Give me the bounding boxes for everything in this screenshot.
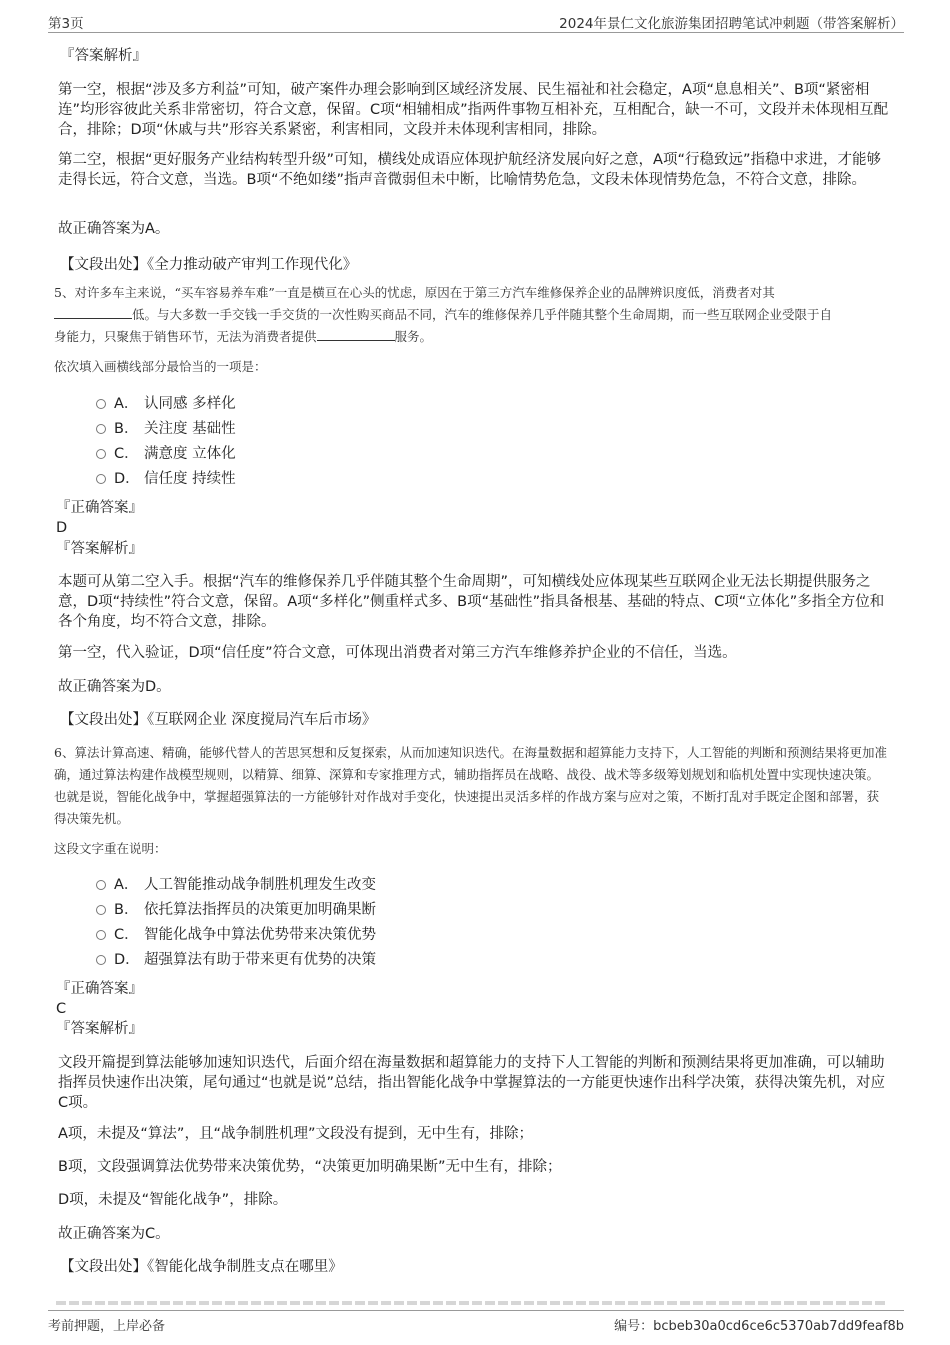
q6-conclusion: 故正确答案为C。 bbox=[58, 1226, 170, 1242]
q6-answer: C bbox=[56, 1001, 67, 1017]
q5-option-a[interactable]: A． 认同感 多样化 bbox=[96, 393, 236, 418]
q4-conclusion: 故正确答案为A。 bbox=[58, 221, 170, 237]
q5-line3-text: 身能力，只聚焦于销售环节，无法为消费者提供 bbox=[54, 329, 317, 344]
q6-options bbox=[96, 874, 376, 974]
q5-prompt: 依次填入画横线部分最恰当的一项是： bbox=[54, 359, 267, 374]
q5-analysis-p1: 本题可从第二空入手。根据“汽车的维修保养几乎伴随其整个生命周期”，可知横线处应体现某些互联网企业无法长期提供服务之意，D项“持续性”符合文意，保留。A项“多样化”侧重样式多、B项“基础性”指具备根基、基础的特点、C项“立体化”多指全方位和各个角度，均不符合文意，排除。 bbox=[58, 574, 885, 630]
option-text: 认同感 多样化 bbox=[144, 396, 236, 412]
q6-source: 【文段出处】《智能化战争制胜支点在哪里》 bbox=[60, 1259, 343, 1275]
radio-icon[interactable] bbox=[96, 955, 106, 965]
truncated-text-line bbox=[56, 1301, 886, 1305]
option-text: 信任度 持续性 bbox=[144, 471, 236, 487]
q6-option-b[interactable]: B． 依托算法指挥员的决策更加明确果断 bbox=[96, 899, 376, 924]
q4-analysis-p1: 第一空，根据“涉及多方利益”可知，破产案件办理会影响到区域经济发展、民生福祉和社会稳定，A项“息息相关”、B项“紧密相连”均形容彼此关系非常密切，符合文意，保留。C项“相辅相成”指两件事物互相补充，互相配合，缺一不可，文段并未体现相互配合，排除；D项“休戚与共”形容关系紧密，利害相同，文段并未体现利害相同，排除。 bbox=[58, 82, 889, 138]
option-text: 关注度 基础性 bbox=[144, 421, 236, 437]
q5-line2-text: 低。与大多数一手交钱一手交货的一次性购买商品不同，汽车的维修保养几乎伴随其整个生命周期，而一些互联网企业受限于自 bbox=[132, 307, 833, 322]
q5-options bbox=[96, 393, 236, 493]
q5-question bbox=[54, 282, 890, 348]
option-text: 满意度 立体化 bbox=[144, 446, 236, 462]
radio-icon[interactable] bbox=[96, 399, 106, 409]
page-header bbox=[48, 8, 904, 33]
q5-line1: 5、对许多车主来说，“买车容易养车难”一直是横亘在心头的忧虑，原因在于第三方汽车维修保养企业的品牌辨识度低，消费者对其 bbox=[54, 285, 775, 300]
q6-analysis-p1: 文段开篇提到算法能够加速知识迭代，后面介绍在海量数据和超算能力的支持下人工智能的判断和预测结果将更加准确，可以辅助指挥员快速作出决策，尾句通过“也就是说”总结，指出智能化战争中掌握算法的一方能更快速作出科学决策，获得决策先机，对应C项。 bbox=[58, 1055, 886, 1111]
q6-option-a[interactable]: A． 人工智能推动战争制胜机理发生改变 bbox=[96, 874, 376, 899]
option-text: 依托算法指挥员的决策更加明确果断 bbox=[144, 902, 376, 918]
page-number: 第3页 bbox=[48, 16, 84, 32]
radio-icon[interactable] bbox=[96, 424, 106, 434]
q6-analysis-p3: B项，文段强调算法优势带来决策优势，“决策更加明确果断”无中生有，排除； bbox=[58, 1159, 562, 1175]
q6-answer-label: 『正确答案』 bbox=[56, 981, 143, 997]
footer-slogan: 考前押题，上岸必备 bbox=[48, 1319, 166, 1334]
q6-analysis-p4: D项，未提及“智能化战争”，排除。 bbox=[58, 1192, 288, 1208]
q4-analysis-p2: 第二空，根据“更好服务产业结构转型升级”可知，横线处成语应体现护航经济发展向好之意，A项“行稳致远”指稳中求进，才能够走得长远，符合文意，当选。B项“不绝如缕”指声音微弱但未中断，比喻情势危急，文段未体现情势危急，不符合文意，排除。 bbox=[58, 152, 881, 188]
option-text: 智能化战争中算法优势带来决策优势 bbox=[144, 927, 376, 943]
q5-answer: D bbox=[56, 520, 68, 536]
q5-analysis-p2: 第一空，代入验证，D项“信任度”符合文意，可体现出消费者对第三方汽车维修养护企业的不信任，当选。 bbox=[58, 645, 737, 661]
q6-analysis-label: 『答案解析』 bbox=[56, 1021, 143, 1037]
radio-icon[interactable] bbox=[96, 905, 106, 915]
radio-icon[interactable] bbox=[96, 449, 106, 459]
document-id: 编号：bcbeb30a0cd6ce6c5370ab7dd9feaf8b bbox=[614, 1319, 904, 1334]
q5-conclusion: 故正确答案为D。 bbox=[58, 679, 171, 695]
q5-option-b[interactable]: B． 关注度 基础性 bbox=[96, 418, 236, 443]
q6-prompt: 这段文字重在说明： bbox=[54, 841, 167, 856]
truncated-next-question bbox=[56, 1298, 896, 1308]
q6-question: 6、算法计算高速、精确，能够代替人的苦思冥想和反复探索，从而加速知识迭代。在海量数据和超算能力支持下，人工智能的判断和预测结果将更加准确，通过算法构建作战模型规则，以精算、细算、深算和专家推理方式，辅助指挥员在战略、战役、战术等多级筹划规划和临机处置中实现快速决策。也就是说，智能化战争中，掌握超强算法的一方能够针对作战对手变化，快速提出灵活多样的作战方案与应对之策，不断打乱对手既定企图和部署，获得决策先机。 bbox=[54, 745, 887, 826]
q5-option-d[interactable]: D． 信任度 持续性 bbox=[96, 468, 236, 493]
q5-source: 【文段出处】《互联网企业 深度搅局汽车后市场》 bbox=[60, 712, 377, 728]
page-footer bbox=[48, 1310, 904, 1341]
radio-icon[interactable] bbox=[96, 930, 106, 940]
q6-option-c[interactable]: C． 智能化战争中算法优势带来决策优势 bbox=[96, 924, 376, 949]
q5-blank-1 bbox=[54, 306, 132, 319]
q6-option-d[interactable]: D． 超强算法有助于带来更有优势的决策 bbox=[96, 949, 376, 974]
q4-source: 【文段出处】《全力推动破产审判工作现代化》 bbox=[60, 257, 358, 273]
q6-analysis-p2: A项，未提及“算法”，且“战争制胜机理”文段没有提到，无中生有，排除； bbox=[58, 1126, 533, 1142]
option-text: 人工智能推动战争制胜机理发生改变 bbox=[144, 877, 376, 893]
radio-icon[interactable] bbox=[96, 880, 106, 890]
q5-line3-end: 服务。 bbox=[394, 329, 433, 344]
q5-blank-2 bbox=[317, 328, 395, 341]
q5-option-c[interactable]: C． 满意度 立体化 bbox=[96, 443, 236, 468]
radio-icon[interactable] bbox=[96, 474, 106, 484]
q5-answer-label: 『正确答案』 bbox=[56, 500, 143, 516]
document-title: 2024年景仁文化旅游集团招聘笔试冲刺题（带答案解析） bbox=[559, 16, 904, 32]
q5-line2 bbox=[54, 304, 890, 326]
option-text: 超强算法有助于带来更有优势的决策 bbox=[144, 952, 376, 968]
q5-line3 bbox=[54, 326, 890, 348]
q4-analysis-label: 『答案解析』 bbox=[60, 48, 147, 64]
q5-analysis-label: 『答案解析』 bbox=[56, 541, 143, 557]
